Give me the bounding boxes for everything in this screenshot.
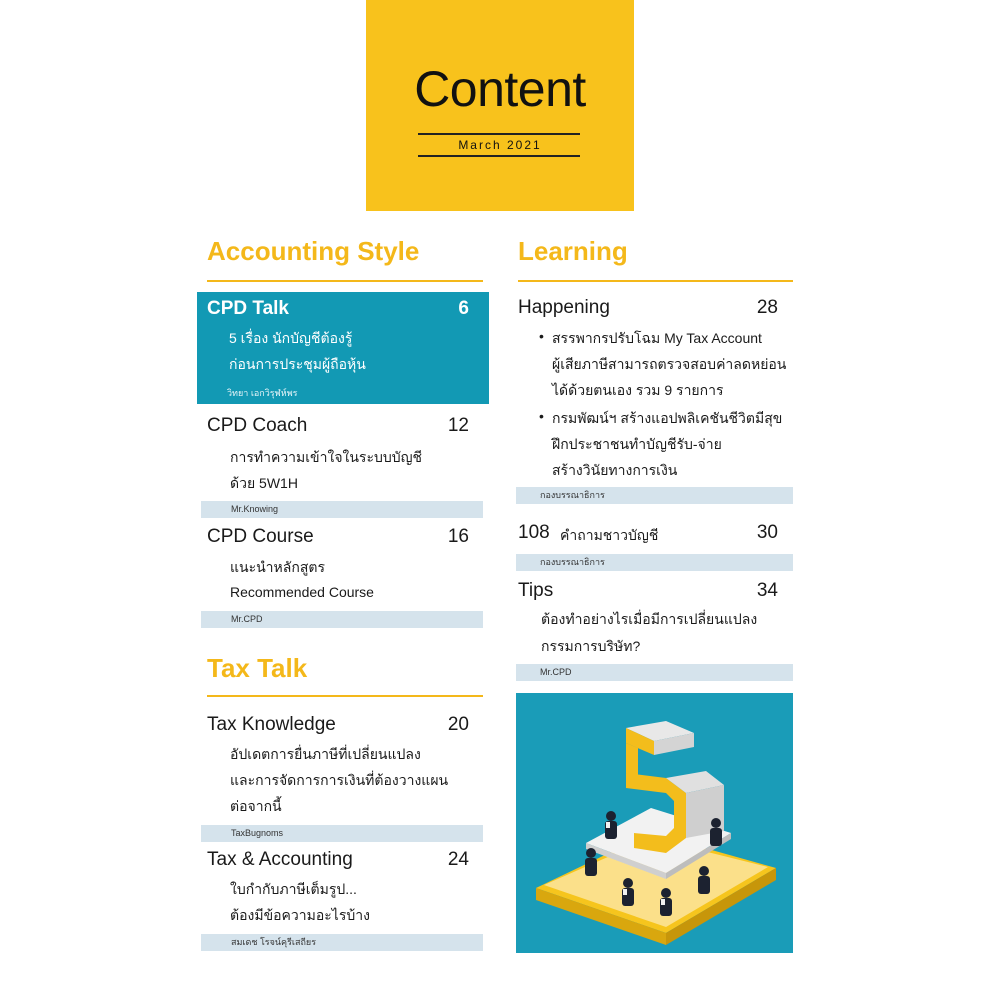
section-heading-accounting-style: Accounting Style: [207, 236, 420, 266]
section-rule: [207, 280, 483, 282]
entry-line: สรรพากรปรับโฉม My Tax Account: [552, 330, 762, 346]
meeting-illustration-icon: [516, 693, 793, 953]
entry-title: CPD Coach: [207, 415, 308, 436]
entry-line: ผู้เสียภาษีสามารถตรวจสอบค่าลดหย่อน: [552, 356, 787, 372]
section-heading-learning: Learning: [518, 236, 628, 266]
entry-author: Mr.Knowing: [201, 501, 483, 518]
entry-title: Tax & Accounting: [207, 849, 353, 870]
section-rule: [207, 695, 483, 697]
entry-author: วิทยา เอกวิรุฬห์พร: [227, 388, 298, 398]
entry-author: TaxBugnoms: [201, 825, 483, 842]
entry-author: กองบรรณาธิการ: [516, 487, 793, 504]
section-rule: [518, 280, 793, 282]
entry-line: ได้ด้วยตนเอง รวม 9 รายการ: [552, 382, 724, 398]
entry-title: Tax Knowledge: [207, 714, 336, 735]
entry-title: CPD Course: [207, 526, 314, 547]
section-heading-tax-talk: Tax Talk: [207, 653, 308, 683]
entry-line: กรรมการบริษัท?: [541, 638, 641, 654]
entry-page: 16: [447, 526, 469, 547]
entry-line: ต่อจากนี้: [230, 798, 282, 814]
entry-page: 28: [756, 297, 778, 318]
entry-author: Mr.CPD: [516, 664, 793, 681]
entry-page: 34: [756, 580, 778, 601]
entry-line: กรมพัฒน์ฯ สร้างแอปพลิเคชันชีวิตมีสุข: [552, 410, 783, 426]
cover-header: [366, 0, 634, 211]
entry-page: 24: [447, 849, 469, 870]
entry-number: 108: [518, 522, 550, 543]
toc-entry-cpd-talk[interactable]: [197, 292, 489, 404]
entry-line: ก่อนการประชุมผู้ถือหุ้น: [229, 356, 366, 372]
cover-illustration: [516, 693, 793, 953]
entry-page: 12: [447, 415, 469, 436]
entry-page: 30: [756, 522, 778, 543]
entry-page: 6: [458, 298, 469, 319]
entry-line: 5 เรื่อง นักบัญชีต้องรู้: [229, 330, 353, 346]
entry-line: ด้วย 5W1H: [230, 475, 298, 491]
entry-line: การทำความเข้าใจในระบบบัญชี: [230, 449, 423, 465]
entry-title: คำถามชาวบัญชี: [560, 527, 659, 543]
entry-line: และการจัดการการเงินที่ต้องวางแผน: [230, 772, 449, 788]
entry-line: สร้างวินัยทางการเงิน: [552, 462, 678, 478]
entry-author: สมเดช โรจน์คุรีเสถียร: [201, 934, 483, 951]
issue-date: March 2021: [458, 138, 542, 152]
bullet-icon: •: [539, 328, 544, 344]
entry-line: แนะนำหลักสูตร: [230, 559, 325, 575]
page-title: Content: [414, 61, 586, 117]
entry-line: ฝึกประชาชนทำบัญชีรับ-จ่าย: [552, 436, 722, 452]
entry-page: 20: [447, 714, 469, 735]
entry-title: CPD Talk: [207, 298, 290, 319]
entry-line: Recommended Course: [230, 584, 374, 600]
entry-title: Tips: [518, 580, 554, 601]
entry-line: ใบกำกับภาษีเต็มรูป...: [230, 881, 357, 897]
header-rule-bottom: [418, 155, 580, 157]
entry-title: Happening: [518, 297, 610, 318]
entry-line: ต้องมีข้อความอะไรบ้าง: [230, 907, 370, 923]
entry-line: อัปเดตการยื่นภาษีที่เปลี่ยนแปลง: [230, 746, 421, 762]
header-rule-top: [418, 133, 580, 135]
entry-author: กองบรรณาธิการ: [516, 554, 793, 571]
entry-author: Mr.CPD: [201, 611, 483, 628]
bullet-icon: •: [539, 408, 544, 424]
entry-line: ต้องทำอย่างไรเมื่อมีการเปลี่ยนแปลง: [541, 611, 758, 627]
